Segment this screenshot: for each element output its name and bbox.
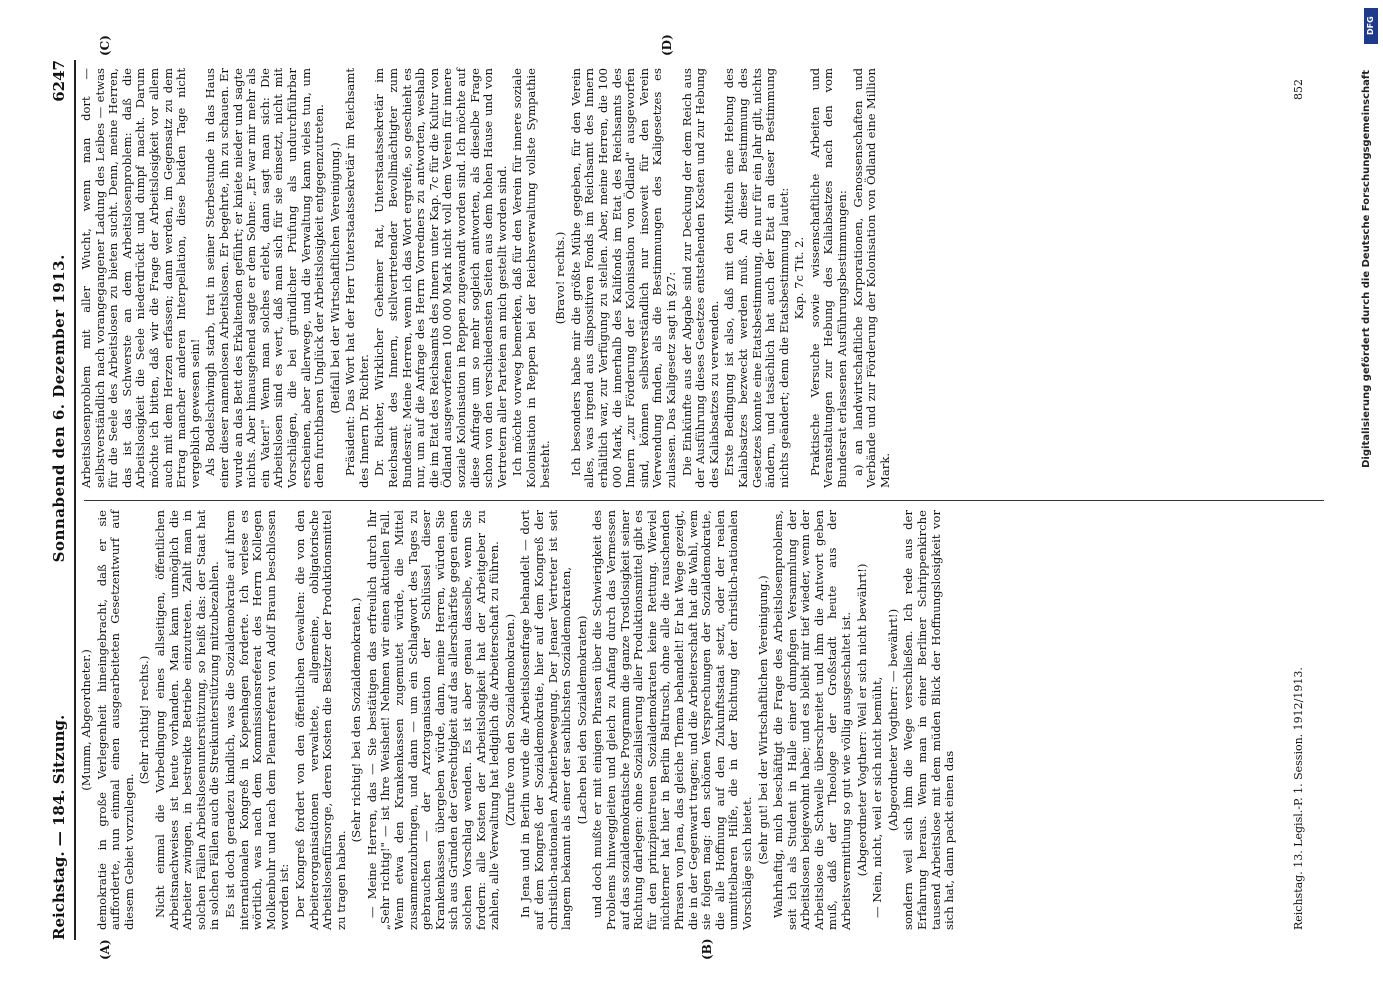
left_column-paragraph: Der Kongreß fordert von den öffentlichen Gewalten: die von den Arbeiterorganisationen verwaltete, allgemeine, obligatorische Arbeitslosenfürsorge, deren Kosten die Besitzer der Produktionsmittel zu tragen haben. bbox=[292, 510, 348, 930]
right_column-paragraph: Arbeitslosenproblem mit aller Wucht, wenn man dort — selbstverständlich nach vorangegangener Ladung des Leibes — etwas für die Seele des Arbeitslosen zu bieten sucht. Denn, meine Herren, das ist das Schwerste an dem Arbeitslosenproblem: daß die Arbeitslosigkeit die Seele niederdrückt und dumpf macht. Darum möchte ich bitten, daß wir die Frage der Arbeitslosigkeit vor allem auch mit dem Herzen erfassen; dann werden, im Gegensatz zu dem Ertrag mancher anderen Interpellation, diese beiden Tage nicht vergeblich gewesen sein! bbox=[79, 68, 202, 488]
left_column-paragraph: (Abgeordneter Vogtherr: Weil er sich nicht bewährt!) bbox=[854, 563, 869, 877]
footer-right: 852 bbox=[1292, 79, 1305, 100]
header-date: Sonnabend den 6. Dezember 1913. bbox=[50, 254, 68, 563]
left-column bbox=[80, 510, 959, 930]
right_column-paragraph: Kap. 7c Tit. 2. bbox=[792, 236, 807, 320]
left_column-paragraph: (Sehr richtig! bei den Sozialdemokraten.) bbox=[349, 597, 364, 843]
left_column-paragraph: sondern weil sich ihm die Wege verschließen. Ich rede aus der Erfahrung heraus. Wenn man in einer Berliner Schrippenkirche tausend Arbeitslose mit dem müden Blick der Hoffnungslosigkeit vor sich hat, dann packt einen das bbox=[901, 510, 957, 930]
right_column-paragraph: Ich besonders habe mir die größte Mühe gegeben, für den Verein alles, was irgend aus dispositiven Fonds im Reichsamt des Innern erhältlich war, zur Verfügung zu stellen. Aber, meine Herren, die 100 000 Mark, die innerhalb des Kalifonds im Etat des Reichsamts des Innern „zur Förderung der Kolonisation von Ödland" ausgeworfen sind, können selbstverständlich nur insoweit für den Verein Verwendung finden, als die Bestimmungen des Kaligesetzes es zulassen. Das Kaligesetz sagt in §27: bbox=[568, 68, 678, 488]
left_column-paragraph: (Sehr richtig! rechts.) bbox=[137, 655, 152, 785]
right_column-paragraph: Ich möchte vorweg bemerken, daß für den Verein für innere soziale Kolonisation in Reppen bei der Reichsverwaltung vollste Sympathie besteht. bbox=[510, 68, 552, 488]
marker-a: (A) bbox=[98, 939, 112, 960]
left_column-paragraph: Nicht einmal die Vorbedingung eines allseitigen, öffentlichen Arbeitsnachweises ist heute vorhanden. Man kann unmöglich die Arbeiter zwingen, in bestreikte Betriebe einzutreten. Zahlt man in solchen Fällen Arbeitslosenunterstützung, so heißt das: der Staat hat in solchen Fällen auch die Streikunterstützung mitzubezahlen. bbox=[152, 510, 222, 930]
marker-c: (C) bbox=[98, 35, 112, 56]
credit-text: Digitalisierung gefördert durch die Deutsche Forschungsgemeinschaft bbox=[1361, 70, 1372, 468]
left_column-paragraph: (Zurufe von den Sozialdemokraten.) bbox=[502, 613, 517, 827]
header-rule bbox=[74, 60, 76, 940]
dfg-logo: DFG bbox=[1364, 8, 1378, 44]
right_column-paragraph: (Bravo! rechts.) bbox=[553, 231, 568, 325]
column-divider bbox=[84, 500, 1324, 501]
right-column bbox=[80, 68, 894, 488]
left_column-paragraph: demokratie in große Verlegenheit hineingebracht, daß er sie aufforderte, nun einmal einen ausgearbeiteten Gesetzentwurf auf diesem Gebiet vorzulegen. bbox=[94, 510, 136, 930]
left_column-paragraph: In Jena und in Berlin wurde die Arbeitslosenfrage behandelt — dort auf dem Kongreß der Sozialdemokratie, hier auf dem Kongreß der christlich-nationalen Arbeiterbewegung. Der Jenaer Vertreter ist seit langem bekannt als einer der sachlichsten Sozialdemokraten, bbox=[518, 510, 574, 930]
left_column-paragraph: und doch mußte er mit einigen Phrasen über die Schwierigkeit des Problems hinweggleiten und gleich zu Anfang durch das Vermessen auf das sozialdemokratische Programm die ganze Trostlosigkeit seiner Richtung darlegen: ohne Sozialisierung aller Produktionsmittel gibt es für den prinzipientreuen Sozialdemokraten keine Rettung. Wieviel nüchterner hat hier in Berlin Baltrusch, ohne alle die rauschenden Phrasen von Jena, das gleiche Thema behandelt! Er hat Wege gezeigt, die in der Gegenwart tragen; und die Arbeiterschaft hat die Wahl, wem sie folgen mag: den schönen Versprechungen der Sozialdemokratie, die alle Hoffnung auf den Zukunftsstaat setzt, oder der realen unmittelbaren Hilfe, die in der Richtung der christlich-nationalen Vorschläge sich bietet. bbox=[590, 510, 754, 930]
right_column-paragraph: Dr. Richter, Wirklicher Geheimer Rat, Unterstaatssekretär im Reichsamt des Innern, stellvertretender Bevollmächtigter zum Bundesrat: Meine Herren, wenn ich das Wort ergreife, so geschieht es nur, um auf die Anfrage des Herrn Vorredners zu antworten, weshalb die im Etat des Reichsamts des Innern unter Kap. 7c für die Kultur von Ödland ausgeworfenen 100 000 Mark nicht voll dem Verein für innere soziale Kolonisation in Reppen zugewandt worden sind. Ich möchte auf diese Anfrage um so mehr sogleich antworten, als dieselbe Frage schon von den verschiedensten Seiten aus dem hohen Hause und von Vertretern aller Parteien an mich gestellt worden sind. bbox=[372, 68, 509, 488]
marker-d: (D) bbox=[660, 34, 674, 56]
right_column-paragraph: (Beifall bei der Wirtschaftlichen Vereinigung.) bbox=[327, 142, 342, 414]
right_column-paragraph: a) an landwirtschaftliche Korporationen, Genossenschaften und Verbände und zur Förderung der Kolonisation von Ödland eine Million Mark. bbox=[850, 68, 892, 488]
marker-b: (B) bbox=[700, 938, 714, 960]
page-header bbox=[48, 60, 70, 940]
header-left: Reichstag. — 184. Sitzung. bbox=[50, 714, 68, 940]
left_column-paragraph: Wahrhaftig, mich beschäftigt die Frage des Arbeitslosenproblems, seit ich als Student in Halle einer dumpfigen Versammlung der Arbeitslosen beigewohnt habe; und es bleibt mir tief wieder, wenn der Arbeitslose die Schwelle überschreitet und ihm die Antwort geben muß, daß der Theologe der Großstadt heute aus der Arbeitsvermittlung so gut wie völlig ausgeschaltet ist. bbox=[771, 510, 854, 930]
left_column-paragraph: — Meine Herren, das — Sie bestätigen das erfreulich durch Ihr „Sehr richtig!" — ist Ihre Weisheit! Nehmen wir einen aktuellen Fall. Wenn etwa den Krankenkassen zugemutet würde, die Mittel zusammenzubringen, und dann — um ein Schlagwort des Tages zu gebrauchen — der Arztorganisation der Schlüssel dieser Krankenkassen übergeben würde, dann, meine Herren, würden Sie sich aus Gründen der Gerechtigkeit auf das allerschärfste gegen einen solchen Vorschlag wenden. Es ist aber genau dasselbe, wenn Sie fordern: alle Kosten der Arbeitslosigkeit hat der Arbeitgeber zu zahlen, alle Verwaltung hat lediglich die Arbeiterschaft zu führen. bbox=[364, 510, 502, 930]
left_column-paragraph: (Mumm, Abgeordneter.) bbox=[79, 649, 93, 791]
left_column-paragraph: (Sehr gut! bei der Wirtschaftlichen Vereinigung.) bbox=[755, 575, 770, 865]
right_column-paragraph: Praktische Versuche sowie wissenschaftliche Arbeiten und Veranstaltungen zur Hebung des Kaliabsatzes nach den vom Bundesrat erlassenen Ausführungsbestimmungen: bbox=[807, 68, 850, 488]
page-number: 6247 bbox=[50, 60, 68, 102]
footer-left: Reichstag. 13. Legisl.-P. 1. Session. 1912/1913. bbox=[1292, 667, 1305, 930]
left_column-paragraph: — Nein, nicht, weil er sich nicht bemüht, bbox=[870, 676, 885, 918]
left_column-paragraph: Es ist doch geradezu kindlich, was die Sozialdemokratie auf ihrem internationalen Kongreß in Kopenhagen forderte. Ich verlese es wörtlich, was nach dem Kommissionsreferat des Herrn Kollegen Molkenbuhr und nach dem Plenarreferat von Adolf Braun beschlossen worden ist: bbox=[222, 510, 292, 930]
right_column-paragraph: Die Einkünfte aus der Abgabe sind zur Deckung der dem Reich aus der Ausführung dieses Gesetzes entstehenden Kosten und zur Hebung des Kaliabsatzes zu verwenden. bbox=[679, 68, 721, 488]
right_column-paragraph: Präsident: Das Wort hat der Herr Unterstaatssekretär im Reichsamt des Innern Dr. Richter. bbox=[343, 68, 371, 488]
left_column-paragraph: (Abgeordneter Vogtherr: — bewährt!) bbox=[885, 608, 900, 832]
side-credit bbox=[1358, 10, 1378, 990]
left_column-paragraph: (Lachen bei den Sozialdemokraten) bbox=[574, 615, 589, 825]
right_column-paragraph: Erste Bedingung ist also, daß mit den Mitteln eine Hebung des Kaliabsatzes bezweckt werden muß. An dieser Bestimmung des Gesetzes konnte eine Etatsbestimmung, die nur für ein Jahr gilt, nichts ändern, und tatsächlich hat auch der Etat an dieser Bestimmung nichts geändert; denn die Etatsbestimmung lautet: bbox=[722, 68, 791, 488]
right_column-paragraph: Als Bodelschwingh starb, trat in seiner Sterbestunde in das Haus einer dieser namenlosen Arbeitslosen. Er begehrte, ihn zu schauen. Er wurde an das Bett des Erkaltenden geführt; er kniete nieder und sagte nichts. Aber hinausgehend sagte er dem Sohne: „Er war mir mehr als ein Vater!" Wenn man solches erlebt, dann sagt man sich: Die Arbeitslosen sind es wert, daß man sich für sie einsetzt, nicht mit Vorschlägen, die bei gründlicher Prüfung als undurchführbar erscheinen, aber allerwege, und die Verwaltung kann vieles tun, um dem furchtbaren Unglück der Arbeitslosigkeit entgegenzutreten. bbox=[203, 68, 327, 488]
